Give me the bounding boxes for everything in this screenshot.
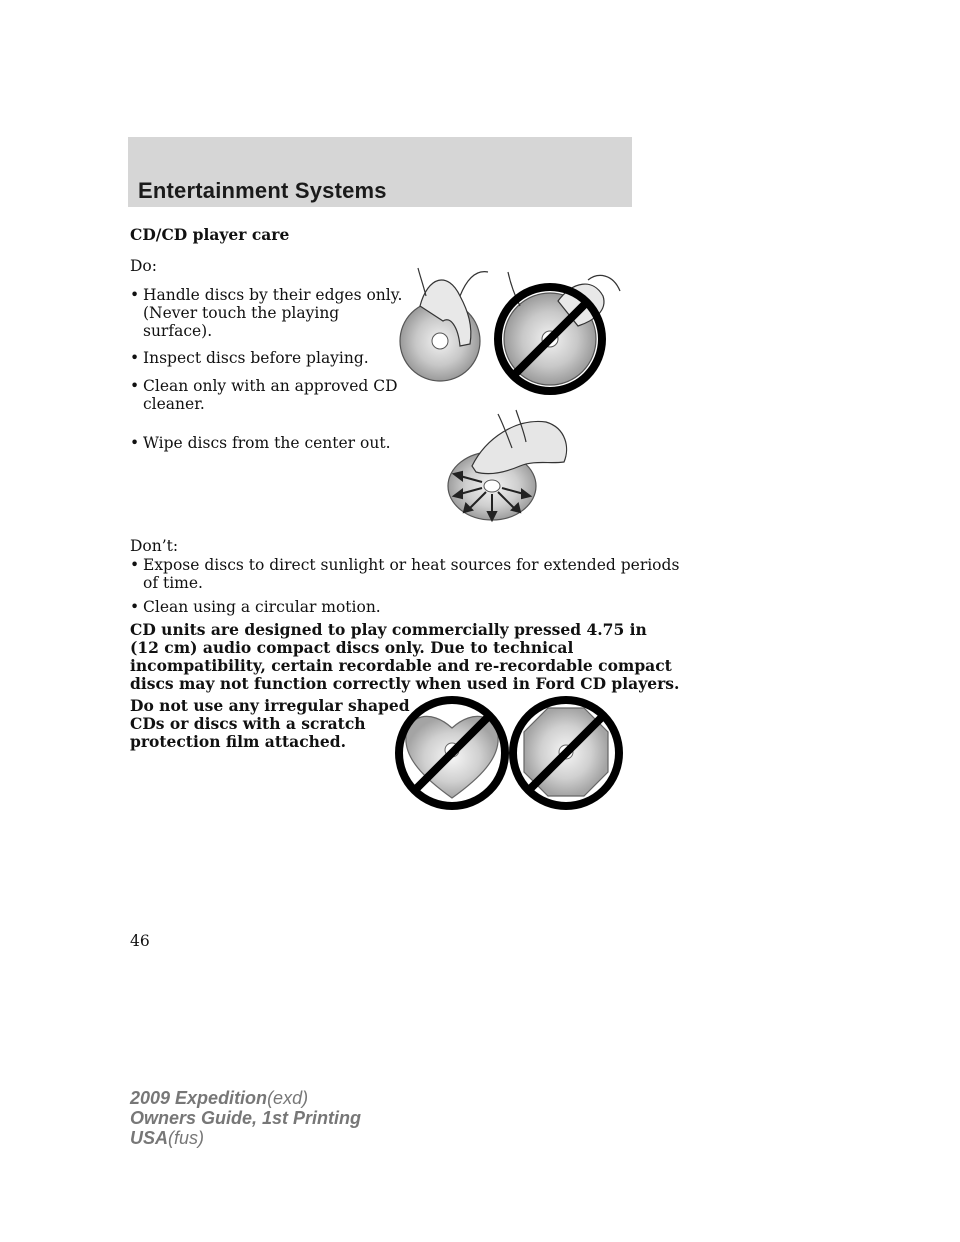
do-item-3-line-1: Clean only with an approved CD [143, 377, 398, 395]
notice-line-1: CD units are designed to play commercially pressed 4.75 in [130, 620, 647, 639]
page-number: 46 [130, 932, 150, 950]
section-title: CD/CD player care [130, 225, 290, 244]
bullet-icon: • [130, 598, 140, 616]
footer-market-code: (fus) [168, 1128, 205, 1148]
dont-item-1-line-1: Expose discs to direct sunlight or heat sources for extended periods [143, 556, 680, 574]
irregular-discs-prohibited-illustration [394, 694, 626, 812]
bullet-icon: • [130, 377, 140, 395]
dont-label: Don’t: [130, 537, 179, 555]
dont-item-2: Clean using a circular motion. [143, 598, 381, 616]
notice-line-3: incompatibility, certain recordable and re-recordable compact [130, 656, 672, 675]
warning-line-1: Do not use any irregular shaped [130, 696, 410, 715]
footer-line-2: Owners Guide, 1st Printing [130, 1108, 362, 1128]
warning-line-2: CDs or discs with a scratch [130, 714, 366, 733]
footer-model-code: (exd) [267, 1088, 309, 1108]
do-item-1-line-2: (Never touch the playing [143, 304, 340, 322]
page-title: Entertainment Systems [138, 178, 387, 203]
do-item-1-line-1: Handle discs by their edges only. [143, 286, 403, 304]
do-item-1-line-3: surface). [143, 322, 213, 340]
wipe-disc-center-out-illustration [446, 408, 572, 524]
do-label: Do: [130, 257, 157, 275]
bullet-icon: • [130, 434, 140, 452]
bullet-icon: • [130, 286, 140, 304]
footer-line-3 [130, 1128, 361, 1148]
notice-line-4: discs may not function correctly when used in Ford CD players. [130, 674, 680, 693]
do-item-3-line-2: cleaner. [143, 395, 205, 413]
handle-disc-edges-illustration [398, 266, 628, 398]
do-item-2: Inspect discs before playing. [143, 349, 369, 367]
notice-line-2: (12 cm) audio compact discs only. Due to technical [130, 638, 574, 657]
footer-line-1 [130, 1088, 361, 1108]
do-item-4: Wipe discs from the center out. [143, 434, 391, 452]
warning-line-3: protection film attached. [130, 732, 347, 751]
dont-item-1-line-2: of time. [143, 574, 203, 592]
footer-model: 2009 Expedition [130, 1088, 268, 1108]
bullet-icon: • [130, 556, 140, 574]
footer [130, 1088, 361, 1148]
footer-market: USA [130, 1128, 169, 1148]
bullet-icon: • [130, 349, 140, 367]
